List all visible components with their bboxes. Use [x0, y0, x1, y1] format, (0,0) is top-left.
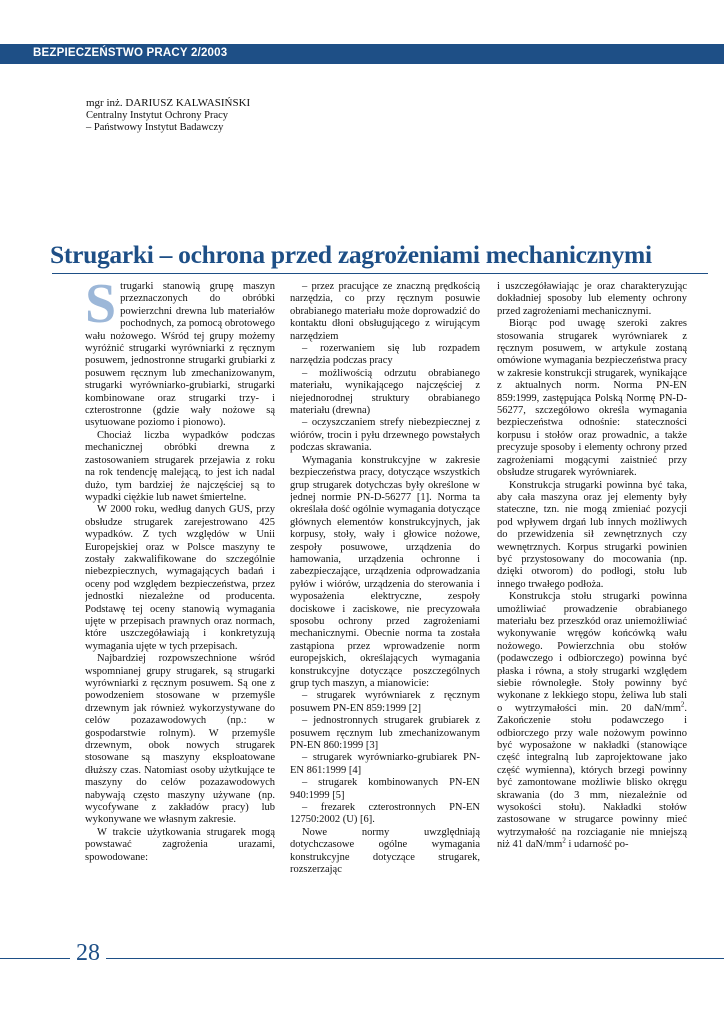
paragraph: Najbardziej rozpowszechnione wśród wspomnianej grupy strugarek, są strugarki wyrówniarki z ręcznym posuwem. Są one z powodzeniem stosowane w przemyśle drzewnym jak również wykorzystywane do celów pozazawodowych (np.: w gospodarstwie rolnym). W przemyśle drzewnym, obok nowych strugarek stosowane są maszyny eksploatowane dłuższy czas. Natomiast osoby użytkujące te maszyny do celów pozazawodowych nabywają często maszyny używane (np. wycofywane z zakładów pracy) lub wykonywane we własnym zakresie. — [85, 653, 275, 826]
paragraph: – przez pracujące ze znaczną prędkością narzędzia, co przy ręcznym posuwie obrabianego materiału może doprowadzić do kontaktu dłoni obsługującego z wirującym narzędziem — [290, 281, 480, 342]
paragraph: Konstrukcja stołu strugarki powinna umożliwiać prowadzenie obrabianego materiału bez przeszkód oraz uniemożliwiać wykonywanie wręgów końcówką wału nożowego. Powierzchnia obu stołów (podawczego i odbiorczego) powinna być płaska i równa, a stoły strugarki względem siebie równoległe. Stoły powinny być wykonane z lekkiego stopu, żeliwa lub stali o wytrzymałości min. 20 daN/$mm^2$. Zakończenie stołu podawczego i odbiorczego przy wale nożowym powinno być wyposażone w nakładki (stanowiące część integralną lub zaprojektowane jako część wymienna), których brzegi powinny być zamontowane możliwie blisko okręgu skrawania (do 3 mm, niezależnie od wysokości stołu). Nakładki stołów zastosowane w strugarce powinny mieć wytrzymałość na rozciaganie nie mniejszą niż 41 daN/$mm^2$ i udarność po- — [497, 591, 687, 851]
page-number: 28 — [70, 940, 106, 967]
paragraph: Nowe normy uwzględniają dotychczasowe ogólne wymagania konstrukcyjne dotyczące strugarek, rozszerzając — [290, 826, 480, 876]
paragraph: Strugarki stanowią grupę maszyn przeznaczonych do obróbki powierzchni drewna lub materiałów pochodnych, za pomocą obrotowego wału nożowego. Wśród tej grupy możemy wyróżnić strugarki wyrówniarki z ręcznym posuwem, jednostronne strugarki grubiarki z posuwem ręcznym lub zmechanizowanym, strugarki wyrówniarko-grubiarki, strugarki kombinowane oraz strugarki trzy- i czterostronne (gdzie wały nożowe są usytuowane poziomo i pionowo). — [85, 281, 275, 429]
text-column-3 — [497, 281, 687, 906]
paragraph: W 2000 roku, według danych GUS, przy obsłudze strugarek zarejestrowano 425 wypadków. Z tych względów w Unii Europejskiej oraz w Polsce maszyny te zostały zakwalifikowane do szczególnie niebezpiecznych, wymagających badań i oceny pod względem bezpieczeństwa, przez jednostki niezależne od producenta. Podstawę tej oceny stanowią wymagania ujęte w przepisach prawnych oraz normach, które uszczegóławiają i konkretyzują wymagania ujęte w tych przepisach. — [85, 504, 275, 652]
paragraph: – strugarek wyrówniarek z ręcznym posuwem PN-EN 859:1999 [2] — [290, 690, 480, 714]
author-affiliation-2: – Państwowy Instytut Badawczy — [86, 122, 224, 133]
paragraph: W trakcie użytkowania strugarek mogą powstawać zagrożenia urazami, spowodowane: — [85, 826, 275, 863]
paragraph: Konstrukcja strugarki powinna być taka, aby cała maszyna oraz jej elementy były stateczne, tzn. nie mogą zmieniać pozycji pod wpływem drgań lub innych możliwych do przewidzenia sił zewnętrznych czy wewnętrznych. Korpus strugarki powinien być przystosowany do mocowania (np. dzięki otworom) do podłogi, stołu lub innego trwałego podłoża. — [497, 479, 687, 590]
paragraph: – strugarek wyrówniarko-grubiarek PN-EN 861:1999 [4] — [290, 752, 480, 776]
paragraph: i uszczegóławiając je oraz charakteryzując dokładniej sposoby lub elementy ochrony przed zagrożeniami mechanicznymi. — [497, 281, 687, 317]
paragraph: – oczyszczaniem strefy niebezpiecznej z wiórów, trocin i pyłu drzewnego powstałych podczas skrawania. — [290, 417, 480, 454]
paragraph: – możliwością odrzutu obrabianego materiału, wynikającego najczęściej z niejednorodnej struktury obrabianego materiału (drewna) — [290, 367, 480, 417]
author-block — [86, 97, 386, 135]
paragraph: Biorąc pod uwagę szeroki zakres stosowania strugarek wyrówniarek z ręcznym posuwem, w artykule zostaną omówione wymagania bezpieczeństwa pracy w zakresie konstrukcji strugarek, wynikające z aktualnych norm. Norma PN-EN 859:1999, zastępująca Polską Normę PN-D-56277, szczegółowo określa wymagania bezpieczeństwa odnośnie: stateczności korpusu i stołów oraz prowadnic, a także precyzuje sposoby i elementy ochrony przed zagrożeniami mogącymi zaistnieć przy obsłudze strugarek wyrówniarek. — [497, 318, 687, 479]
paragraph: Chociaż liczba wypadków podczas mechanicznej obróbki drewna z zastosowaniem strugarek przejawia z roku na rok tendencję malejącą, to jest ich nadal dużo, tym bardziej że najczęściej są to wypadki ciężkie lub nawet śmiertelne. — [85, 429, 275, 503]
paragraph: Wymagania konstrukcyjne w zakresie bezpieczeństwa pracy, dotyczące wszystkich grup strugarek dotychczas były określone w jednej normie PN-D-56277 [1]. Norma ta określała dość ogólnie wymagania dotyczące głównych elementów konstrukcyjnych, jak korpusy, stoły, wały i głowice nożowe, zespoły posuwowe, urządzenia do hamowania, urządzenia ochronne i zabezpieczające, urządzenia odprowadzania pyłów i wiórów, urządzenia do sterowania i wyposażenia elektryczne, zespoły dociskowe i zaciskowe, nie precyzowała sposobu ochrony przed zagrożeniami mechanicznymi. Obecnie norma ta została zastąpiona przez wprowadzenie norm europejskich, określających wymagania konstrukcyjne dotyczące poszczególnych grup tych maszyn, a mianowicie: — [290, 454, 480, 689]
text-column-2 — [290, 281, 480, 906]
journal-header-band — [0, 44, 724, 64]
footer-rule — [0, 958, 724, 959]
author-affiliation-1: Centralny Instytut Ochrony Pracy — [86, 109, 229, 121]
author-name: mgr inż. DARIUSZ KALWASIŃSKI — [86, 97, 251, 109]
paragraph: – rozerwaniem się lub rozpadem narzędzia podczas pracy — [290, 343, 480, 367]
text-column-1 — [85, 281, 275, 906]
journal-title: BEZPIECZEŃSTWO PRACY 2/2003 — [33, 47, 228, 59]
drop-cap: S — [85, 281, 117, 335]
paragraph: – strugarek kombinowanych PN-EN 940:1999 [5] — [290, 777, 480, 801]
paragraph: – jednostronnych strugarek grubiarek z posuwem ręcznym lub zmechanizowanym PN-EN 860:1999 [3] — [290, 715, 480, 752]
paragraph: – frezarek czterostronnych PN-EN 12750:2002 (U) [6]. — [290, 802, 480, 826]
article-title: Strugarki – ochrona przed zagrożeniami mechanicznymi — [50, 240, 652, 269]
title-rule — [52, 273, 708, 274]
